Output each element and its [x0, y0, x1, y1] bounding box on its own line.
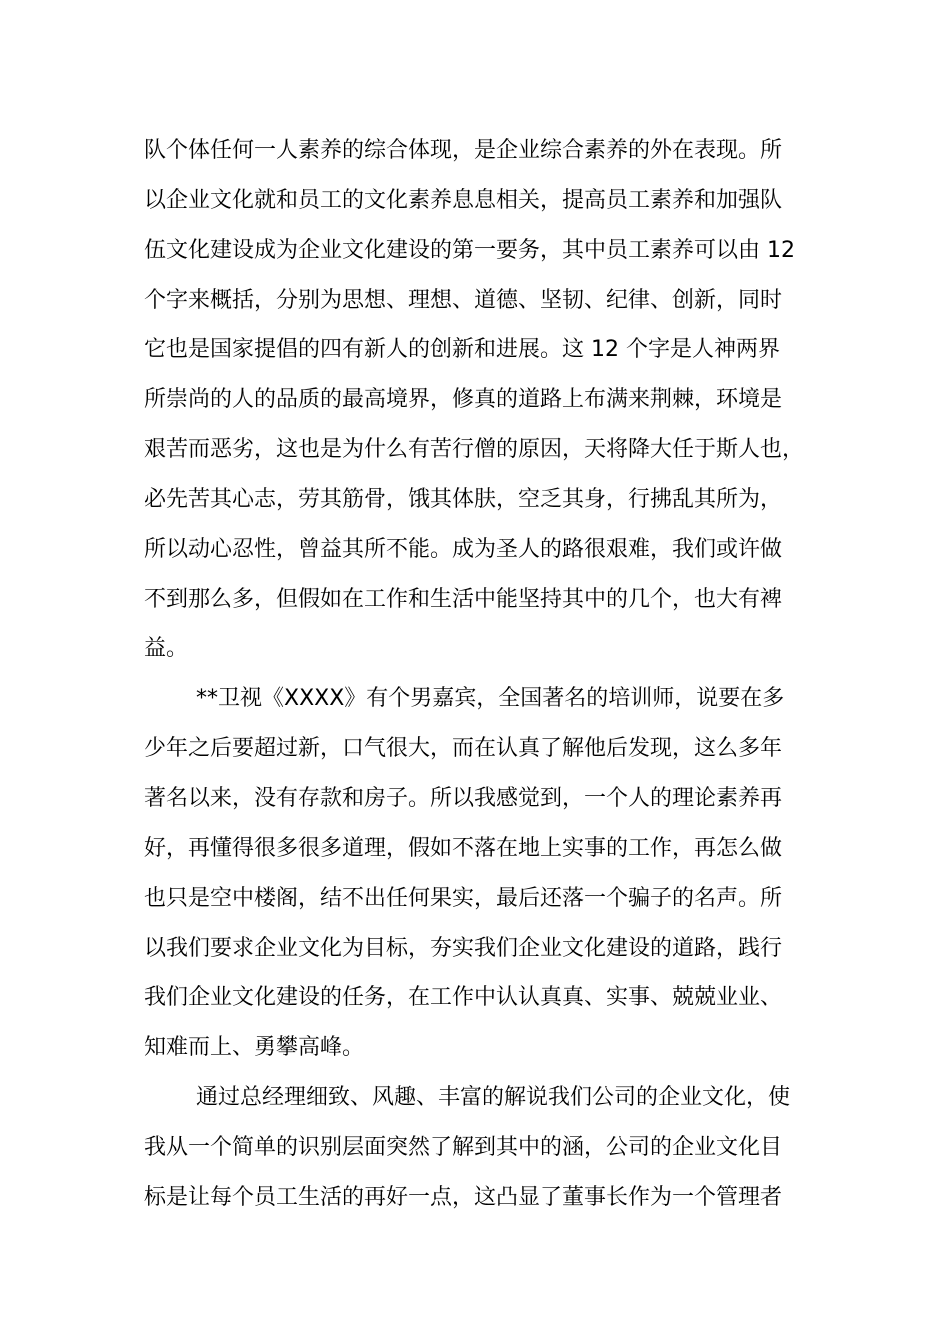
paragraph-line: 不到那么多，但假如在工作和生活中能坚持其中的几个，也大有裨 [144, 586, 783, 612]
paragraph-line: 好，再懂得很多很多道理，假如不落在地上实事的工作，再怎么做 [144, 835, 783, 861]
paragraph-first-line: **卫视《XXXX》有个男嘉宾，全国著名的培训师，说要在多 [196, 686, 785, 712]
paragraph-line: 标是让每个员工生活的再好一点，这凸显了董事长作为一个管理者 [144, 1184, 783, 1210]
paragraph-line: 以企业文化就和员工的文化素养息息相关，提高员工素养和加强队 [144, 187, 783, 213]
paragraph-line: 所崇尚的人的品质的最高境界，修真的道路上布满来荆棘，环境是 [144, 387, 783, 413]
paragraph-line: 艰苦而恶劣，这也是为什么有苦行僧的原因，天将降大任于斯人也， [144, 437, 805, 463]
paragraph-first-line: 通过总经理细致、风趣、丰富的解说我们公司的企业文化，使 [196, 1085, 791, 1111]
paragraph-line: 以我们要求企业文化为目标，夯实我们企业文化建设的道路，践行 [144, 935, 783, 961]
paragraph-line: 个字来概括，分别为思想、理想、道德、坚韧、纪律、创新，同时 [144, 287, 783, 313]
paragraph-line: 必先苦其心志，劳其筋骨，饿其体肤，空乏其身，行拂乱其所为， [144, 486, 783, 512]
paragraph-line: 也只是空中楼阁，结不出任何果实，最后还落一个骗子的名声。所 [144, 885, 783, 911]
paragraph-line: 著名以来，没有存款和房子。所以我感觉到，一个人的理论素养再 [144, 785, 783, 811]
paragraph-line: 少年之后要超过新，口气很大，而在认真了解他后发现，这么多年 [144, 736, 783, 762]
paragraph-line: 伍文化建设成为企业文化建设的第一要务，其中员工素养可以由 12 [144, 237, 795, 263]
paragraph-line: 队个体任何一人素养的综合体现，是企业综合素养的外在表现。所 [144, 138, 783, 163]
document-body [144, 126, 814, 1223]
paragraph-line: 益。 [144, 636, 189, 662]
paragraph-line: 它也是国家提倡的四有新人的创新和进展。这 12 个字是人神两界 [144, 337, 780, 363]
paragraph-line: 我们企业文化建设的任务，在工作中认认真真、实事、兢兢业业、 [144, 985, 783, 1011]
paragraph-line: 我从一个简单的识别层面突然了解到其中的涵，公司的企业文化目 [144, 1134, 783, 1160]
paragraph-line: 知难而上、勇攀高峰。 [144, 1035, 365, 1061]
paragraph-line: 所以动心忍性，曾益其所不能。成为圣人的路很艰难，我们或许做 [144, 536, 783, 562]
